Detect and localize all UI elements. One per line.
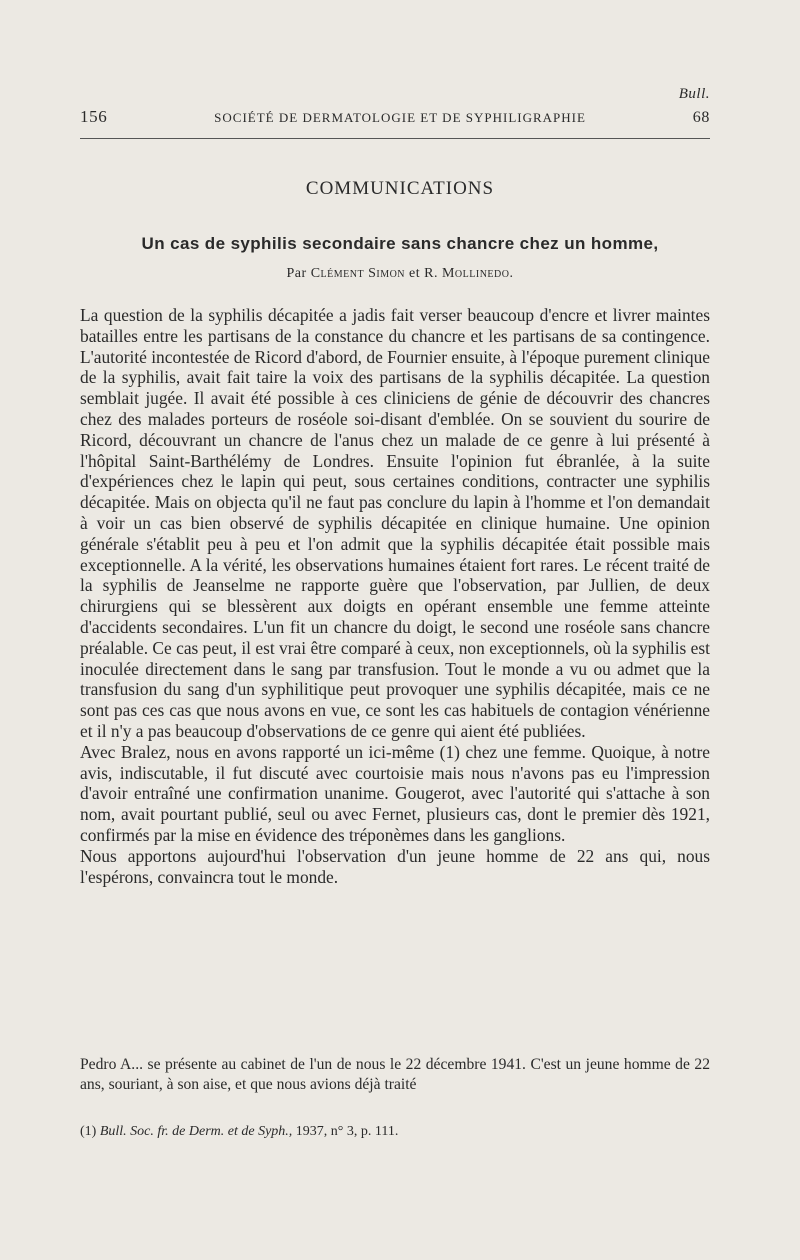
- section-heading: COMMUNICATIONS: [305, 178, 495, 199]
- byline: [0, 266, 800, 282]
- paragraph-3: Nous apportons aujourd'hui l'observation d'un jeune homme de 22 ans qui, nous l'espérons, convaincra tout le monde.: [80, 845, 710, 887]
- author-1: Clément Simon: [310, 266, 406, 281]
- footnote-details: 1937, n° 3, p. 111.: [295, 1124, 399, 1139]
- header-rule: [80, 138, 710, 139]
- footnote-citation: Bull. Soc. fr. de Derm. et de Syph.,: [99, 1124, 293, 1139]
- footnote: [80, 1124, 710, 1140]
- author-2: R. Mollinedo.: [424, 266, 514, 281]
- running-title: SOCIÉTÉ DE DERMATOLOGIE ET DE SYPHILIGRAPHIE: [214, 110, 586, 125]
- byline-conj: et: [409, 266, 421, 281]
- footnote-marker: (1): [80, 1124, 97, 1139]
- paragraph-2: Avec Bralez, nous en avons rapporté un ici-même (1) chez une femme. Quoique, à notre avis, indiscutable, il fut discuté avec courtoisie mais nous n'avons pas eu l'impression d'avoir entraîné une confirmation unanime. Gougerot, avec l'autorité qui s'attache à son nom, avait pourtant publié, seul ou avec Fernet, plusieurs cas, dont le premier dès 1921, confirmés par la mise en évidence des tréponèmes dans les ganglions.: [80, 741, 710, 845]
- case-observation: [80, 1055, 710, 1095]
- paragraph-1: La question de la syphilis décapitée a jadis fait verser beaucoup d'encre et livrer maintes batailles entre les partisans de la constance du chancre et les partisans de sa contingence. L'autorité incontestée de Ricord d'abord, de Fournier ensuite, à l'époque purement clinique de la syphilis, avait fait taire la voix des partisans de la syphilis décapitée. La question semblait jugée. Il avait été possible à ces cliniciens de génie de découvrir des chancres chez des malades porteurs de roséole soi-disant d'emblée. On se souvient du sourire de Ricord, découvrant un chancre de l'anus chez un malade de ce genre à lui présenté à l'hôpital Saint-Barthélémy de Londres. Ensuite l'opinion fut ébranlée, à la suite d'expériences chez le lapin qui peut, sous certaines conditions, contracter une syphilis décapitée. Mais on objecta qu'il ne faut pas conclure du lapin à l'homme et l'on demandait à voir un cas bien observé de syphilis décapitée en clinique humaine. Une opinion générale s'établit peu à peu et l'on admit que la syphilis décapitée était possible mais exceptionnelle. A la vérité, les observations humaines étaient fort rares. Le récent traité de la syphilis de Jeanselme ne rapporte guère que l'observation, par Jullien, de deux chirurgiens qui se blessèrent aux doigts en opérant ensemble une femme atteinte d'accidents secondaires. L'un fit un chancre du doigt, le second une roséole sans chancre préalable. Ce cas peut, il est vrai être comparé à ceux, non exceptionnels, où la syphilis est inoculée directement dans le sang par transfusion. Tout le monde a vu ou admet que la transfusion du sang d'un syphilitique peut provoquer une syphilis décapitée, mais ce ne sont pas ces cas que nous avons en vue, ce sont les cas habituels de contagion vénérienne et il n'y a pas beaucoup d'observations de ce genre qui aient été publiées.: [80, 305, 710, 741]
- case-paragraph: Pedro A... se présente au cabinet de l'un de nous le 22 décembre 1941. C'est un jeune homme de 22 ans, souriant, à son aise, et que nous avions déjà traité: [80, 1056, 710, 1093]
- page-number: 156: [80, 107, 108, 126]
- journal-abbrev: Bull.: [678, 86, 710, 102]
- byline-prefix: Par: [286, 266, 307, 281]
- running-header: [80, 107, 710, 127]
- volume-number: 68: [692, 109, 710, 126]
- article-title: Un cas de syphilis secondaire sans chancre chez un homme,: [141, 234, 659, 253]
- article-body: [80, 305, 710, 887]
